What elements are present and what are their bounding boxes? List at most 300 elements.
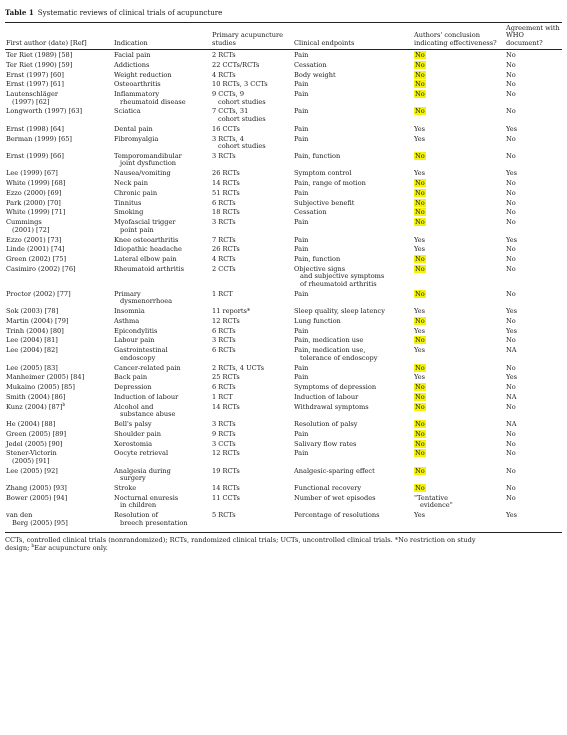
cell-conclusion: [413, 50, 505, 60]
highlighted-conclusion: No: [415, 80, 425, 89]
cell-studies-line: 16 CCTs: [212, 124, 240, 133]
cell-conclusion: [413, 198, 505, 208]
cell-studies: [211, 255, 293, 265]
cell-indication-line: Temporomandibular: [114, 151, 182, 160]
cell-who: No: [506, 218, 516, 227]
table-row: [5, 449, 562, 466]
cell-studies: [211, 218, 293, 235]
cell-indication-line: Alcohol and: [114, 402, 154, 411]
document-page: [5, 9, 562, 552]
cell-author-line: He (2004) [88]: [6, 420, 56, 429]
cell-author-line: van den: [6, 511, 33, 520]
cell-endpoints-line: Subjective benefit: [294, 198, 355, 207]
cell-studies: [211, 336, 293, 346]
cell-studies-line: 4 RCTs: [212, 255, 236, 264]
cell-who: No: [506, 198, 516, 207]
cell-endpoints: [293, 151, 413, 168]
cell-endpoints-line: tolerance of endoscopy: [300, 353, 378, 362]
cell-endpoints-line: Withdrawal symptoms: [294, 402, 369, 411]
conclusion-value: Yes: [414, 124, 426, 133]
table-row: [5, 493, 562, 510]
cell-conclusion: [413, 208, 505, 218]
cell-author: [5, 218, 113, 235]
table-row: [5, 402, 562, 419]
cell-studies-line: 2 RCTs: [212, 50, 236, 59]
cell-conclusion: [413, 70, 505, 80]
cell-studies-line: 6 RCTs: [212, 346, 236, 355]
cell-conclusion: [413, 511, 505, 528]
cell-endpoints-line: Pain: [294, 429, 309, 438]
cell-indication: [113, 178, 211, 188]
cell-studies: [211, 151, 293, 168]
highlighted-conclusion: No: [415, 392, 425, 401]
cell-studies-line: 6 RCTs: [212, 198, 236, 207]
cell-indication-line: Addictions: [114, 60, 150, 69]
cell-indication-line: Dental pain: [114, 124, 153, 133]
cell-author-line: Bower (2005) [94]: [6, 493, 68, 502]
cell-who: No: [506, 439, 516, 448]
cell-studies: [211, 316, 293, 326]
cell-author: [5, 493, 113, 510]
cell-endpoints: [293, 134, 413, 151]
cell-indication: [113, 363, 211, 373]
cell-studies: [211, 363, 293, 373]
cell-author-line: Lee (2004) [82]: [6, 346, 58, 355]
cell-endpoints-line: Body weight: [294, 70, 336, 79]
cell-endpoints-line: Sleep quality, sleep latency: [294, 307, 385, 316]
cell-indication-line: Xerostomia: [114, 439, 153, 448]
cell-studies-line: 14 RCTs: [212, 484, 240, 493]
cell-studies: [211, 80, 293, 90]
table-caption-text: Systematic reviews of clinical trials of acupuncture: [37, 8, 223, 17]
cell-studies-line: 3 RCTs: [212, 218, 236, 227]
cell-studies-line: 19 RCTs: [212, 466, 240, 475]
footnote-sup-b: b: [31, 543, 35, 549]
cell-studies: [211, 107, 293, 124]
cell-indication: [113, 392, 211, 402]
cell-author: [5, 373, 113, 383]
cell-studies-line: 10 RCTs, 3 CCTs: [212, 80, 268, 89]
cell-studies-line: 9 CCTs, 9: [212, 90, 245, 99]
table-row: [5, 134, 562, 151]
cell-indication: [113, 419, 211, 429]
cell-studies-line: 3 CCTs: [212, 439, 236, 448]
cell-endpoints-line: Analgesic-sparing effect: [294, 466, 375, 475]
conclusion-value: Yes: [414, 134, 426, 143]
cell-indication-line: dysmenorrhoea: [120, 297, 173, 306]
cell-indication: [113, 218, 211, 235]
cell-indication-line: point pain: [120, 225, 154, 234]
cell-studies: [211, 326, 293, 336]
cell-studies-line: 9 RCTs: [212, 429, 236, 438]
cell-studies-line: cohort studies: [218, 142, 266, 151]
cell-indication-line: Rheumatoid arthritis: [114, 264, 184, 273]
cell-endpoints: [293, 70, 413, 80]
cell-indication: [113, 134, 211, 151]
table-row: [5, 208, 562, 218]
cell-indication-line: rheumatoid disease: [120, 97, 186, 106]
cell-who: No: [506, 60, 516, 69]
highlighted-conclusion: No: [415, 188, 425, 197]
cell-conclusion: [413, 316, 505, 326]
cell-indication: [113, 188, 211, 198]
cell-conclusion: [413, 80, 505, 90]
cell-who: Yes: [506, 235, 518, 244]
cell-author: [5, 336, 113, 346]
table-row: [5, 218, 562, 235]
cell-conclusion: [413, 419, 505, 429]
conclusion-value: Yes: [414, 326, 426, 335]
cell-who: NA: [506, 392, 517, 401]
cell-studies-line: 26 RCTs: [212, 169, 240, 178]
cell-who: Yes: [506, 511, 518, 520]
cell-indication: [113, 198, 211, 208]
cell-studies-line: 6 RCTs: [212, 326, 236, 335]
table-row: [5, 80, 562, 90]
reviews-table: [5, 23, 562, 528]
cell-author-line: Ernst (1997) [60]: [6, 70, 64, 79]
cell-indication: [113, 402, 211, 419]
cell-studies: [211, 289, 293, 306]
table-row: [5, 169, 562, 179]
cell-author-line: Proctor (2002) [77]: [6, 289, 71, 298]
cell-author-line: Ernst (1998) [64]: [6, 124, 64, 133]
cell-author: [5, 346, 113, 363]
table-row: [5, 306, 562, 316]
table-header: [5, 23, 562, 50]
cell-conclusion: [413, 255, 505, 265]
cell-who: No: [506, 151, 516, 160]
table-row: [5, 178, 562, 188]
cell-conclusion: [413, 235, 505, 245]
cell-endpoints-line: Pain: [294, 245, 309, 254]
cell-author-line: White (1999) [71]: [6, 208, 66, 217]
cell-who: No: [506, 402, 516, 411]
cell-studies: [211, 169, 293, 179]
cell-author: [5, 429, 113, 439]
cell-endpoints-line: Pain, function: [294, 255, 341, 264]
cell-author-line: White (1999) [68]: [6, 179, 66, 187]
cell-studies: [211, 70, 293, 80]
highlighted-conclusion: No: [415, 151, 425, 160]
cell-author: [5, 80, 113, 90]
cell-studies-line: cohort studies: [218, 97, 266, 106]
cell-indication: [113, 429, 211, 439]
cell-author: [5, 50, 113, 60]
author-footnote-marker: b: [62, 402, 66, 408]
highlighted-conclusion: No: [415, 484, 425, 493]
column-header-conclusion: Authors' conclusion indicating effectiveness?: [413, 23, 505, 50]
cell-endpoints: [293, 483, 413, 493]
table-row: [5, 429, 562, 439]
cell-indication-line: Idiopathic headache: [114, 245, 182, 254]
cell-who: No: [506, 90, 516, 99]
highlighted-conclusion: No: [415, 264, 425, 273]
cell-author-line: Kunz (2004) [87]: [6, 402, 63, 411]
cell-indication-line: Osteoarthritis: [114, 80, 161, 89]
table-caption: [5, 9, 562, 23]
column-header-who: Agreement with WHO document?: [505, 23, 562, 50]
cell-author: [5, 255, 113, 265]
cell-endpoints: [293, 316, 413, 326]
cell-author-line: Linde (2001) [74]: [6, 245, 65, 254]
cell-studies-line: 12 RCTs: [212, 316, 240, 325]
cell-studies: [211, 178, 293, 188]
cell-endpoints-line: Pain: [294, 188, 309, 197]
cell-indication: [113, 326, 211, 336]
highlighted-conclusion: No: [415, 439, 425, 448]
cell-conclusion: [413, 483, 505, 493]
conclusion-value: Yes: [414, 511, 426, 520]
cell-endpoints: [293, 90, 413, 107]
cell-endpoints: [293, 493, 413, 510]
cell-author-line: Ernst (1997) [61]: [6, 80, 64, 89]
cell-studies-line: cohort studies: [218, 114, 266, 123]
cell-indication-line: Epicondylitis: [114, 326, 158, 335]
cell-studies-line: 2 CCTs: [212, 264, 236, 273]
cell-author-line: Ezzo (2000) [69]: [6, 188, 62, 197]
cell-endpoints-line: Pain, medication use,: [294, 346, 366, 355]
cell-studies-line: 3 RCTs, 4: [212, 134, 244, 143]
cell-studies-line: 3 RCTs: [212, 420, 236, 429]
cell-studies-line: 5 RCTs: [212, 511, 236, 520]
cell-endpoints: [293, 306, 413, 316]
cell-indication-line: substance abuse: [120, 410, 176, 419]
cell-who: No: [506, 484, 516, 493]
cell-author: [5, 208, 113, 218]
cell-conclusion: [413, 439, 505, 449]
cell-indication: [113, 449, 211, 466]
table-row: [5, 245, 562, 255]
highlighted-conclusion: No: [415, 336, 425, 345]
cell-studies: [211, 429, 293, 439]
cell-conclusion: [413, 392, 505, 402]
cell-author-line: Manheimer (2005) [84]: [6, 373, 85, 382]
footnote-ear: Ear acupuncture only.: [34, 544, 108, 553]
cell-indication-line: Nocturnal enuresis: [114, 493, 179, 502]
cell-conclusion: [413, 383, 505, 393]
highlighted-conclusion: No: [415, 383, 425, 392]
cell-conclusion: [413, 373, 505, 383]
table-row: [5, 264, 562, 289]
cell-author-line: Park (2000) [70]: [6, 198, 61, 207]
cell-studies-line: 22 CCTs/RCTs: [212, 60, 260, 69]
cell-conclusion: [413, 178, 505, 188]
cell-endpoints-line: Salivary flow rates: [294, 439, 357, 448]
cell-indication: [113, 151, 211, 168]
cell-endpoints: [293, 511, 413, 528]
cell-studies: [211, 392, 293, 402]
cell-conclusion: [413, 188, 505, 198]
table-row: [5, 124, 562, 134]
cell-studies: [211, 188, 293, 198]
table-row: [5, 326, 562, 336]
cell-endpoints: [293, 188, 413, 198]
cell-author-line: (2005) [91]: [12, 456, 50, 465]
conclusion-value: Yes: [414, 307, 426, 316]
cell-author: [5, 107, 113, 124]
cell-endpoints-line: Pain: [294, 363, 309, 372]
cell-author: [5, 124, 113, 134]
highlighted-conclusion: No: [415, 179, 425, 187]
cell-author-line: Trinh (2004) [80]: [6, 326, 64, 335]
cell-conclusion: [413, 218, 505, 235]
cell-who: Yes: [506, 373, 518, 382]
cell-endpoints: [293, 124, 413, 134]
cell-author: [5, 188, 113, 198]
highlighted-conclusion: No: [415, 90, 425, 99]
cell-author: [5, 363, 113, 373]
cell-conclusion: [413, 402, 505, 419]
cell-who: No: [506, 70, 516, 79]
highlighted-conclusion: No: [415, 363, 425, 372]
cell-who: No: [506, 429, 516, 438]
cell-who: No: [506, 289, 516, 298]
cell-indication-line: Knee osteoarthritis: [114, 235, 179, 244]
column-header-endpoints: Clinical endpoints: [293, 23, 413, 50]
highlighted-conclusion: No: [415, 402, 425, 411]
cell-endpoints-line: Pain: [294, 218, 309, 227]
cell-author: [5, 326, 113, 336]
cell-endpoints: [293, 402, 413, 419]
highlighted-conclusion: No: [415, 208, 425, 217]
cell-author-line: Casimiro (2002) [76]: [6, 264, 76, 273]
cell-author-line: (1997) [62]: [12, 97, 50, 106]
cell-author-line: Martin (2004) [79]: [6, 316, 69, 325]
cell-studies: [211, 419, 293, 429]
cell-endpoints: [293, 429, 413, 439]
column-header-indication: Indication: [113, 23, 211, 50]
cell-indication: [113, 466, 211, 483]
cell-author: [5, 198, 113, 208]
cell-author-line: Ezzo (2001) [73]: [6, 235, 62, 244]
cell-indication-line: Gastrointestinal: [114, 346, 168, 355]
table-row: [5, 336, 562, 346]
cell-conclusion: [413, 264, 505, 289]
cell-indication-line: Primary: [114, 289, 141, 298]
highlighted-conclusion: No: [415, 218, 425, 227]
cell-indication: [113, 316, 211, 326]
cell-endpoints-line: Pain: [294, 326, 309, 335]
cell-studies-line: 1 RCT: [212, 289, 233, 298]
cell-endpoints-line: Lung function: [294, 316, 341, 325]
highlighted-conclusion: No: [415, 449, 425, 458]
cell-studies: [211, 383, 293, 393]
cell-endpoints-line: Pain: [294, 134, 309, 143]
table-row: [5, 70, 562, 80]
cell-endpoints-line: Symptoms of depression: [294, 383, 377, 392]
cell-studies-line: 14 RCTs: [212, 179, 240, 187]
cell-studies-line: 7 RCTs: [212, 235, 236, 244]
cell-indication: [113, 439, 211, 449]
highlighted-conclusion: No: [415, 316, 425, 325]
table-caption-label: Table 1: [5, 8, 34, 17]
highlighted-conclusion: No: [415, 255, 425, 264]
cell-endpoints-line: Percentage of resolutions: [294, 511, 380, 520]
cell-author-line: Ter Riet (1989) [58]: [6, 50, 73, 59]
cell-who: No: [506, 80, 516, 89]
table-row: [5, 151, 562, 168]
cell-indication-line: Cancer-related pain: [114, 363, 181, 372]
cell-studies: [211, 402, 293, 419]
cell-indication-line: Analgesia during: [114, 466, 171, 475]
cell-conclusion: [413, 124, 505, 134]
cell-indication: [113, 346, 211, 363]
cell-who: Yes: [506, 124, 518, 133]
cell-author: [5, 402, 113, 419]
cell-author-line: Berman (1999) [65]: [6, 134, 72, 143]
cell-indication: [113, 306, 211, 316]
cell-endpoints-line: Pain: [294, 235, 309, 244]
table-row: [5, 439, 562, 449]
column-header-author: First author (date) [Ref]: [5, 23, 113, 50]
cell-author: [5, 306, 113, 316]
cell-indication-line: Weight reduction: [114, 70, 172, 79]
cell-author-line: Lee (2004) [81]: [6, 336, 58, 345]
table-row: [5, 198, 562, 208]
cell-indication-line: Facial pain: [114, 50, 151, 59]
cell-indication: [113, 235, 211, 245]
conclusion-value: Yes: [414, 245, 426, 254]
cell-author-line: Ter Riet (1990) [59]: [6, 60, 73, 69]
cell-indication: [113, 70, 211, 80]
cell-endpoints: [293, 264, 413, 289]
table-row: [5, 107, 562, 124]
conclusion-value: Yes: [414, 235, 426, 244]
cell-author-line: Lee (2005) [83]: [6, 363, 58, 372]
conclusion-value-line: evidence": [420, 501, 453, 510]
cell-conclusion: [413, 289, 505, 306]
cell-endpoints-line: Resolution of palsy: [294, 420, 358, 429]
cell-indication-line: Sciatica: [114, 107, 141, 116]
cell-indication-line: Stroke: [114, 484, 137, 493]
cell-author: [5, 70, 113, 80]
cell-indication-line: Tinnitus: [114, 198, 142, 207]
highlighted-conclusion: No: [415, 107, 425, 116]
cell-endpoints-line: Pain: [294, 373, 309, 382]
cell-author: [5, 264, 113, 289]
footnote-design: design;: [5, 544, 32, 553]
cell-indication-line: Depression: [114, 383, 152, 392]
cell-author: [5, 439, 113, 449]
cell-indication-line: Smoking: [114, 208, 144, 217]
cell-studies: [211, 208, 293, 218]
cell-indication-line: joint dysfunction: [120, 159, 177, 168]
cell-endpoints: [293, 383, 413, 393]
footnote-star: *No restriction on study: [394, 535, 476, 544]
cell-endpoints-line: Induction of labour: [294, 392, 359, 401]
cell-author: [5, 169, 113, 179]
cell-indication-line: Nausea/vomiting: [114, 169, 171, 178]
cell-author: [5, 483, 113, 493]
cell-studies-line: 3 RCTs: [212, 336, 236, 345]
cell-who: No: [506, 255, 516, 264]
cell-who: No: [506, 245, 516, 254]
cell-indication: [113, 208, 211, 218]
cell-conclusion: [413, 107, 505, 124]
highlighted-conclusion: No: [415, 60, 425, 69]
cell-who: No: [506, 208, 516, 217]
cell-indication-line: Shoulder pain: [114, 429, 161, 438]
cell-who: No: [506, 107, 516, 116]
cell-who: No: [506, 363, 516, 372]
cell-who: No: [506, 179, 516, 187]
cell-endpoints-line: Cessation: [294, 60, 327, 69]
cell-conclusion: [413, 493, 505, 510]
cell-who: No: [506, 383, 516, 392]
cell-author-line: Green (2005) [89]: [6, 429, 67, 438]
cell-author: [5, 419, 113, 429]
